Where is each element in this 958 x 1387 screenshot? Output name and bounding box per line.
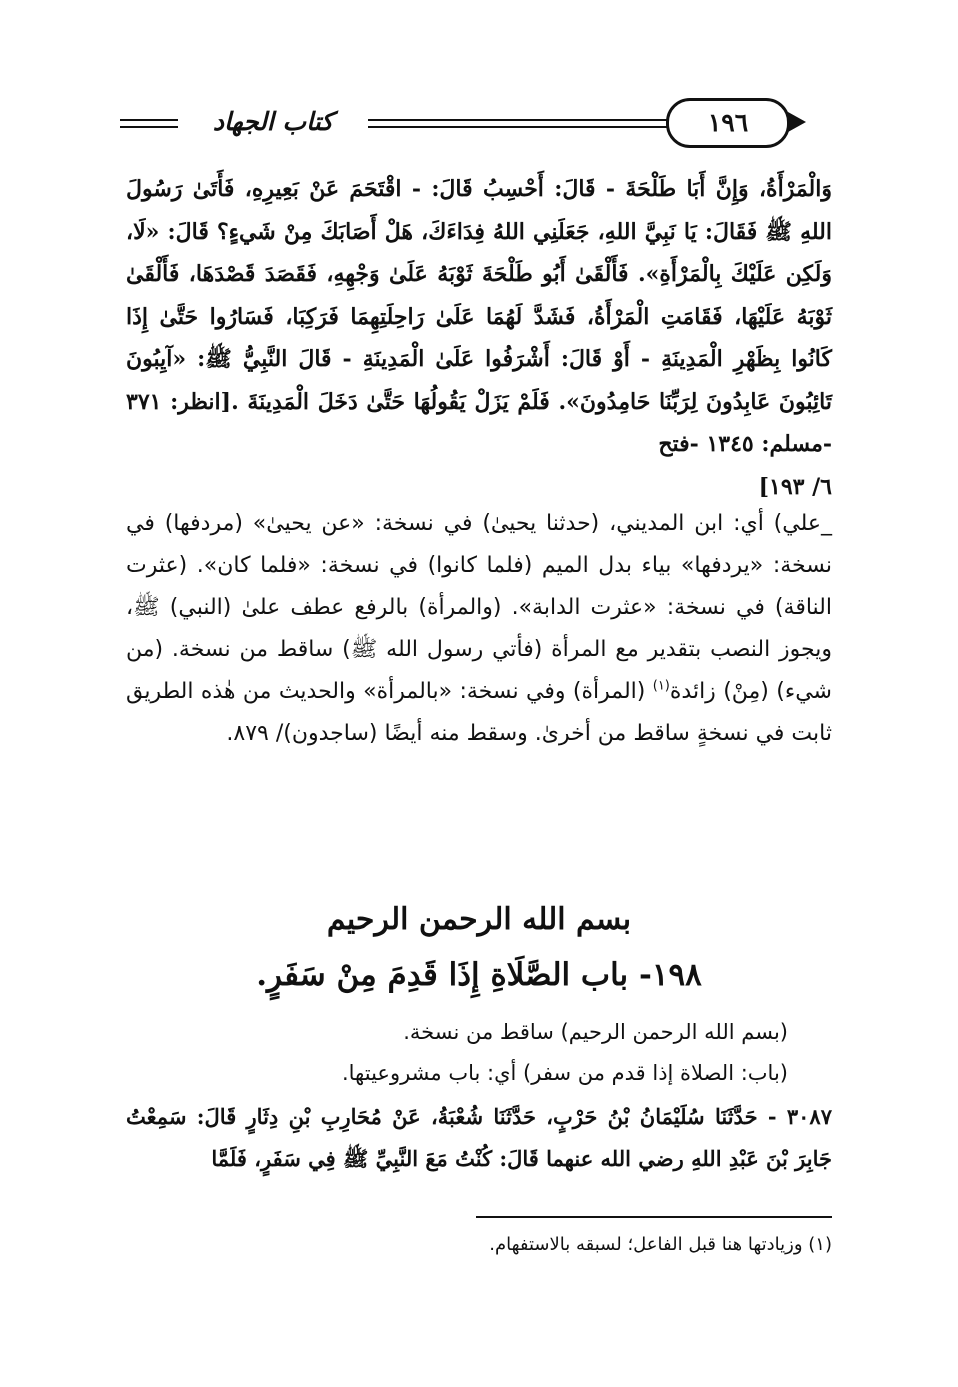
chapter-notes [126, 1012, 832, 1094]
footnote-text: (١) وزيادتها هنا قبل الفاعل؛ لسبقه بالاستفهام. [489, 1234, 832, 1255]
note-line: (بسم الله الرحمن الرحيم) ساقط من نسخة. [403, 1020, 788, 1044]
page-header [120, 98, 832, 148]
chapter-heading: ١٩٨- باب الصَّلَاةِ إِذَا قَدِمَ مِنْ سَفَرٍ. [256, 957, 702, 993]
page-badge-arrow [788, 112, 806, 132]
next-hadith-text: ٣٠٨٧ - حَدَّثَنَا سُلَيْمَانُ بْنُ حَرْبٍ، حَدَّثَنَا شُعْبَةُ، عَنْ مُحَارِبِ بْنِ دِثَارٍ قَالَ: سَمِعْتُ جَابِرَ بْنَ عَبْدِ اللهِ رضي الله عنهما قَالَ: كُنْتُ مَعَ النَّبِيِّ ﷺ فِي سَفَرٍ، فَلَمَّا [126, 1104, 832, 1171]
commentary [126, 503, 832, 755]
hadith-continuation [126, 168, 832, 508]
footnote [126, 1228, 832, 1262]
commentary-text-rest: (المرأة) وفي نسخة: «بالمرأة» والحديث من هٰذه الطريق ثابت في نسخةٍ ساقط من أخرىٰ. وسقط منه أيضًا (ساجدون)/ ٨٧٩. [126, 679, 832, 746]
book-title: كتاب الجهاد [178, 102, 368, 142]
footnote-separator [476, 1216, 832, 1218]
commentary-text: _علي) أي: ابن المديني، (حدثنا يحيىٰ) في نسخة: «عن يحيىٰ» (مردفها) في نسخة: «يردفها» بياء بدل الميم (فلما كانوا) في نسخة: «فلما كان». (عثرت الناقة) في نسخة: «عثرت الدابة». (والمرأة) بالرفع عطف علىٰ (النبي) ﷺ، ويجوز النصب بتقدير مع المرأة (فأتي رسول الله ﷺ) ساقط من نسخة. (من شيء) (مِنْ) زائدة [126, 511, 832, 704]
footnote-marker: (١) [652, 678, 670, 694]
hadith-reference-end: ٦/ ١٩٣] [758, 473, 832, 500]
hadith-text: وَالْمَرْأَةُ، وَإِنَّ أَبَا طَلْحَةَ - قَالَ: أَحْسِبُ قَالَ: - اقْتَحَمَ عَنْ بَعِيرِهِ، فَأَتَىٰ رَسُولَ اللهِ ﷺ فَقَالَ: يَا نَبِيَّ اللهِ، جَعَلَنِي اللهُ فِدَاءَكَ، هَلْ أَصَابَكَ مِنْ شَيءٍ؟ قَالَ: «لَا، وَلَكِن عَلَيْكَ بِالْمَرْأَةِ». فَأَلْقَىٰ أَبُو طَلْحَةَ ثَوْبَهُ عَلَىٰ وَجْهِهِ، فَقَصَدَ قَصْدَهَا، فَأَلْقَىٰ ثَوْبَهُ عَلَيْهَا، فَقَامَتِ الْمَرْأَةُ، فَشَدَّ لَهُمَا عَلَىٰ رَاحِلَتِهِمَا فَرَكِبَا، فَسَارُوا حَتَّىٰ إِذَا كَانُوا بِظَهْرِ الْمَدِينَةِ - أَوْ قَالَ: أَشْرَفُوا عَلَىٰ الْمَدِينَةِ - قَالَ النَّبِيُّ ﷺ: «آيِبُونَ تَائِبُونَ عَابِدُونَ لِرَبِّنَا حَامِدُونَ». فَلَمْ يَزَلْ يَقُولُهَا حَتَّىٰ دَخَلَ الْمَدِينَةَ .[انظر: ٣٧١ -مسلم: ١٣٤٥ -فتح [126, 176, 832, 457]
basmala: بسم الله الرحمن الرحيم [326, 902, 632, 937]
page-number: ١٩٦ [666, 98, 790, 148]
next-hadith [126, 1096, 832, 1180]
note-line: (باب: الصلاة إذا قدم من سفر) أي: باب مشروعيتها. [341, 1061, 788, 1085]
